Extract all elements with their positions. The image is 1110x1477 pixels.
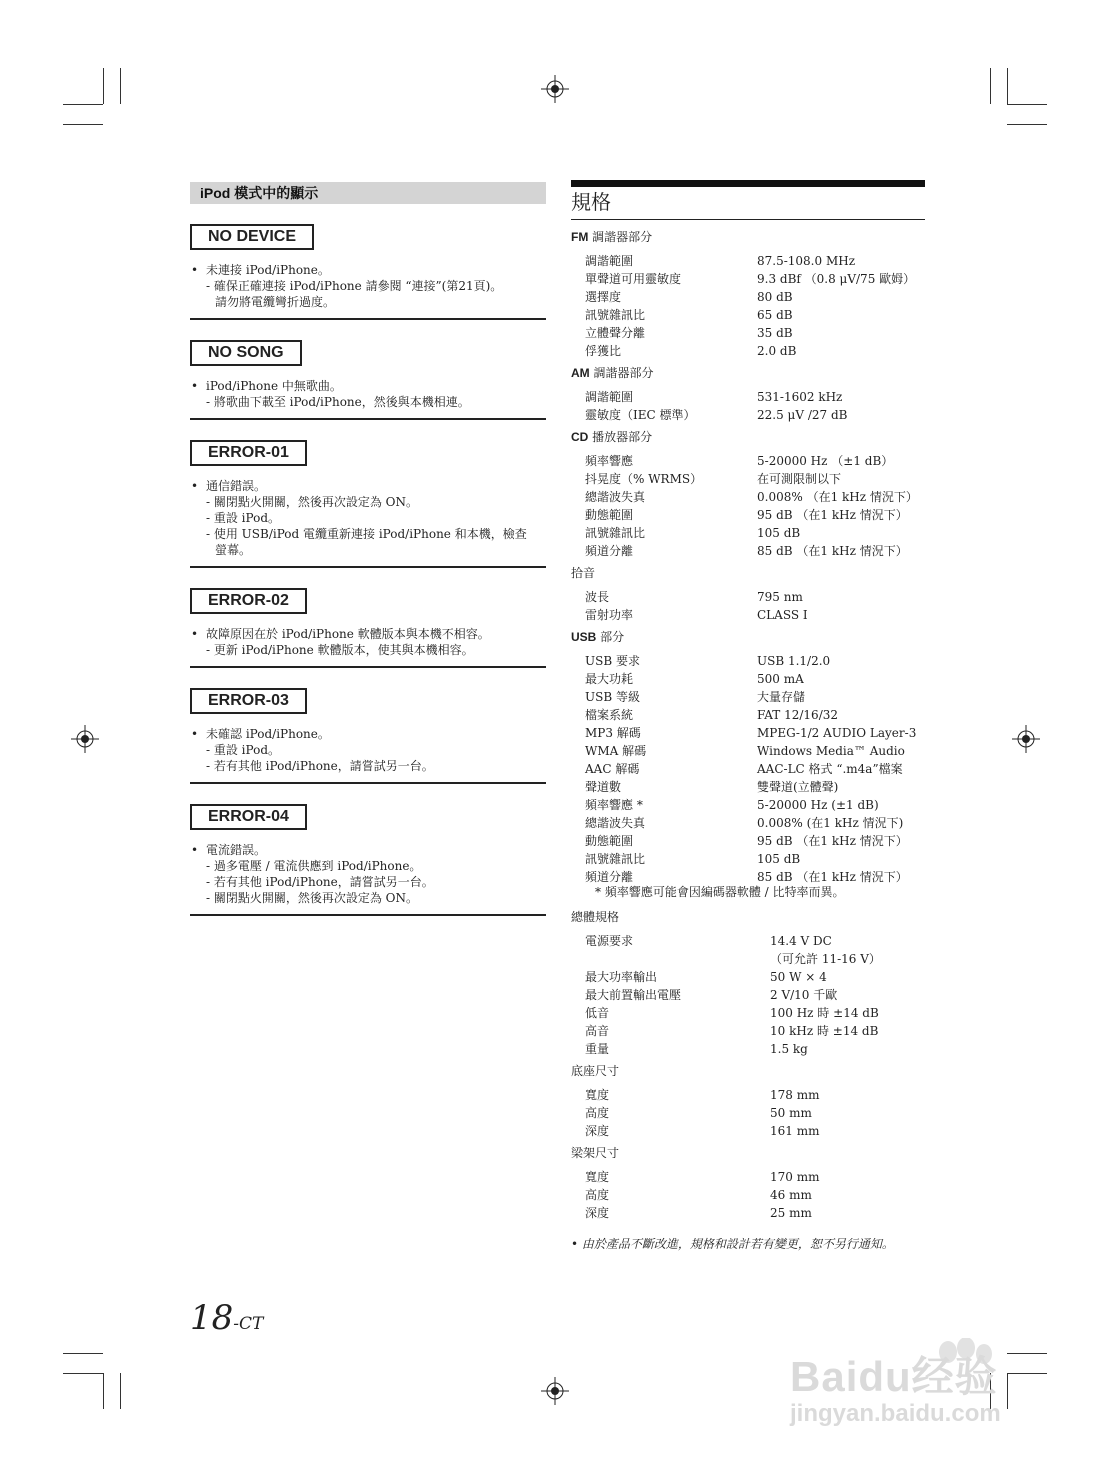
spec-label: 雷射功率 — [585, 608, 634, 622]
page-suffix: -CT — [233, 1314, 264, 1334]
message-code-box: ERROR-01 — [190, 440, 307, 466]
spec-label: 立體聲分離 — [585, 326, 646, 340]
ipod-mode-section — [190, 182, 546, 916]
spec-value: 795 nm — [757, 590, 803, 604]
spec-section-heading — [571, 364, 654, 382]
spec-value: 2 V/10 千歐 — [770, 988, 838, 1002]
page-number-value: 18 — [190, 1298, 234, 1338]
cause-text: • 未確認 iPod/iPhone。 — [190, 726, 546, 742]
spec-value: CLASS I — [757, 608, 808, 622]
usb-footnote: * 頻率響應可能會因編碼器軟體 / 比特率而異。 — [595, 885, 845, 899]
spec-section-prefix: AM — [571, 366, 590, 380]
divider — [571, 219, 925, 220]
remedy-text: - 更新 iPod/iPhone 軟體版本，使其與本機相容。 — [206, 643, 474, 657]
spec-section-title: 梁架尺寸 — [571, 1146, 620, 1160]
spec-section-prefix: USB — [571, 630, 597, 644]
registration-mark-icon — [1012, 725, 1040, 753]
registration-mark-icon — [541, 1377, 569, 1405]
spec-label: USB 要求 — [585, 654, 640, 668]
spec-value: 85 dB （在1 kHz 情況下） — [757, 870, 908, 884]
spec-value: 雙聲道(立體聲) — [757, 780, 839, 794]
remedy-text: - 若有其他 iPod/iPhone，請嘗試另一台。 — [206, 875, 434, 889]
spec-value: MPEG-1/2 AUDIO Layer-3 — [757, 726, 917, 740]
section-title: iPod 模式中的顯示 — [190, 182, 546, 204]
spec-section-heading — [571, 908, 619, 926]
remedy-text: - 過多電壓 / 電流供應到 iPod/iPhone。 — [206, 859, 422, 873]
spec-value: 105 dB — [757, 526, 801, 540]
spec-label: WMA 解碼 — [585, 744, 647, 758]
message-block — [190, 340, 546, 420]
spec-value: 95 dB （在1 kHz 情況下） — [757, 508, 908, 522]
spec-section-heading — [571, 628, 624, 646]
spec-label: 訊號雜訊比 — [585, 308, 646, 322]
spec-label: 最大前置輸出電壓 — [585, 988, 682, 1002]
cause-text: • 電流錯誤。 — [190, 842, 546, 858]
spec-label: 寬度 — [585, 1088, 610, 1102]
spec-value: 105 dB — [757, 852, 801, 866]
watermark-bottom: jingyan.baidu.com — [790, 1400, 1001, 1427]
spec-section-heading — [571, 1062, 619, 1080]
spec-value: 9.3 dBf （0.8 μV/75 歐姆） — [757, 272, 916, 286]
spec-label: 檔案系統 — [585, 708, 634, 722]
message-block — [190, 224, 546, 320]
spec-label: 單聲道可用靈敏度 — [585, 272, 682, 286]
message-block — [190, 588, 546, 668]
remedy-text: - 重設 iPod。 — [206, 511, 281, 525]
message-description — [190, 726, 546, 774]
spec-label: 深度 — [585, 1206, 610, 1220]
spec-label: 總諧波失真 — [585, 816, 646, 830]
message-block — [190, 688, 546, 784]
spec-section-prefix: CD — [571, 430, 589, 444]
spec-section-title: 部分 — [596, 630, 625, 644]
specifications-section — [571, 180, 925, 1251]
spec-section-title: 調諧器部分 — [588, 230, 653, 244]
spec-value: 5-20000 Hz (±1 dB) — [757, 798, 879, 812]
spec-section-title: 播放器部分 — [588, 430, 653, 444]
spec-value: 50 W × 4 — [770, 970, 827, 984]
spec-label: 寬度 — [585, 1170, 610, 1184]
spec-label: 高音 — [585, 1024, 610, 1038]
spec-label: 高度 — [585, 1188, 610, 1202]
message-block — [190, 440, 546, 568]
spec-label: 低音 — [585, 1006, 610, 1020]
spec-value: 5-20000 Hz （±1 dB） — [757, 454, 894, 468]
remedy-text: 請勿將電纜彎折過度。 — [215, 295, 336, 309]
message-description — [190, 842, 546, 906]
spec-value: 100 Hz 時 ±14 dB — [770, 1006, 879, 1020]
spec-value: 22.5 μV /27 dB — [757, 408, 848, 422]
registration-mark-icon — [71, 725, 99, 753]
spec-value: 50 mm — [770, 1106, 812, 1120]
spec-value: AAC-LC 格式 “.m4a”檔案 — [757, 762, 903, 776]
spec-label: 頻道分離 — [585, 544, 634, 558]
message-description — [190, 378, 546, 410]
spec-label: 重量 — [585, 1042, 610, 1056]
spec-value: 80 dB — [757, 290, 793, 304]
remedy-text: - 關閉點火開關，然後再次設定為 ON。 — [206, 495, 419, 509]
spec-label: 俘獲比 — [585, 344, 622, 358]
spec-value: 46 mm — [770, 1188, 812, 1202]
spec-section-heading — [571, 428, 652, 446]
spec-value: 161 mm — [770, 1124, 820, 1138]
spec-label: 靈敏度（IEC 標準） — [585, 408, 696, 422]
remedy-text: - 若有其他 iPod/iPhone，請嘗試另一台。 — [206, 759, 434, 773]
spec-label: 調諧範圍 — [585, 254, 634, 268]
spec-value: 95 dB （在1 kHz 情況下） — [757, 834, 908, 848]
spec-label: 波長 — [585, 590, 610, 604]
remedy-text: - 關閉點火開關，然後再次設定為 ON。 — [206, 891, 419, 905]
remedy-text: - 使用 USB/iPod 電纜重新連接 iPod/iPhone 和本機，檢查 — [206, 527, 527, 541]
spec-value: 87.5-108.0 MHz — [757, 254, 856, 268]
watermark-logo — [788, 1338, 1048, 1438]
spec-value: 14.4 V DC — [770, 934, 832, 948]
spec-value: 1.5 kg — [770, 1042, 808, 1056]
spec-label: 頻率響應 * — [585, 798, 643, 812]
spec-label: 高度 — [585, 1106, 610, 1120]
remedy-text: - 將歌曲下載至 iPod/iPhone，然後與本機相連。 — [206, 395, 470, 409]
spec-value: 35 dB — [757, 326, 793, 340]
spec-value: Windows Media™ Audio — [757, 744, 905, 758]
spec-value: 65 dB — [757, 308, 793, 322]
spec-label: 頻道分離 — [585, 870, 634, 884]
cause-text: • 通信錯誤。 — [190, 478, 546, 494]
spec-section-title: 拾音 — [571, 566, 596, 580]
spec-section-title: 底座尺寸 — [571, 1064, 620, 1078]
spec-label: 調諧範圍 — [585, 390, 634, 404]
remedy-text: 螢幕。 — [215, 543, 252, 557]
spec-label: MP3 解碼 — [585, 726, 641, 740]
spec-value: 0.008% （在1 kHz 情況下） — [757, 490, 918, 504]
spec-label: AAC 解碼 — [585, 762, 640, 776]
spec-section-heading — [571, 564, 595, 582]
message-description — [190, 262, 546, 310]
message-code-box: ERROR-02 — [190, 588, 307, 614]
spec-value: 170 mm — [770, 1170, 820, 1184]
message-description — [190, 478, 546, 558]
spec-value: 85 dB （在1 kHz 情況下） — [757, 544, 908, 558]
spec-label: 選擇度 — [585, 290, 622, 304]
title-bar — [571, 180, 925, 187]
spec-section-heading — [571, 1144, 619, 1162]
spec-value: FAT 12/16/32 — [757, 708, 839, 722]
message-block — [190, 804, 546, 916]
spec-label: 電源要求 — [585, 934, 634, 948]
bullet-icon: • — [571, 1237, 582, 1251]
spec-value: （可允許 11-16 V） — [770, 952, 881, 966]
spec-label: 最大功率輸出 — [585, 970, 658, 984]
message-code-box: ERROR-04 — [190, 804, 307, 830]
message-description — [190, 626, 546, 658]
spec-label: 深度 — [585, 1124, 610, 1138]
remedy-text: - 重設 iPod。 — [206, 743, 281, 757]
spec-value: 10 kHz 時 ±14 dB — [770, 1024, 879, 1038]
message-code-box: NO DEVICE — [190, 224, 314, 250]
spec-label: 最大功耗 — [585, 672, 634, 686]
spec-value: 531-1602 kHz — [757, 390, 843, 404]
spec-value: 25 mm — [770, 1206, 812, 1220]
disclaimer-note — [571, 1236, 894, 1252]
spec-label: 頻率響應 — [585, 454, 634, 468]
message-code-box: NO SONG — [190, 340, 302, 366]
spec-value: 大量存儲 — [757, 690, 806, 704]
spec-value: 在可測限制以下 — [757, 472, 842, 486]
spec-label: 訊號雜訊比 — [585, 852, 646, 866]
spec-label: 抖晃度（% WRMS） — [585, 472, 703, 486]
spec-label: 聲道數 — [585, 780, 622, 794]
message-list — [190, 224, 546, 916]
registration-mark-icon — [541, 75, 569, 103]
message-code-box: ERROR-03 — [190, 688, 307, 714]
spec-value: 500 mA — [757, 672, 804, 686]
spec-label: USB 等級 — [585, 690, 640, 704]
cause-text: • 未連接 iPod/iPhone。 — [190, 262, 546, 278]
spec-value: 0.008% (在1 kHz 情況下) — [757, 816, 904, 830]
page-title: 規格 — [571, 192, 611, 214]
spec-section-title: 總體規格 — [571, 910, 620, 924]
disclaimer-text: 由於產品不斷改進，規格和設計若有變更，恕不另行通知。 — [581, 1237, 894, 1251]
spec-label: 動態範圍 — [585, 508, 634, 522]
spec-value: 178 mm — [770, 1088, 820, 1102]
spec-label: 訊號雜訊比 — [585, 526, 646, 540]
spec-label: 總諧波失真 — [585, 490, 646, 504]
spec-label: 動態範圍 — [585, 834, 634, 848]
watermark-top: Baidu经验 — [790, 1353, 998, 1400]
spec-value: USB 1.1/2.0 — [757, 654, 831, 668]
cause-text: • iPod/iPhone 中無歌曲。 — [190, 378, 546, 394]
spec-value: 2.0 dB — [757, 344, 797, 358]
cause-text: • 故障原因在於 iPod/iPhone 軟體版本與本機不相容。 — [190, 626, 546, 642]
remedy-text: - 確保正確連接 iPod/iPhone 請參閱 “連接”(第21頁)。 — [206, 279, 503, 293]
spec-section-heading — [571, 228, 652, 246]
spec-section-prefix: FM — [571, 230, 589, 244]
page-number — [190, 1298, 263, 1338]
spec-section-title: 調諧器部分 — [589, 366, 654, 380]
